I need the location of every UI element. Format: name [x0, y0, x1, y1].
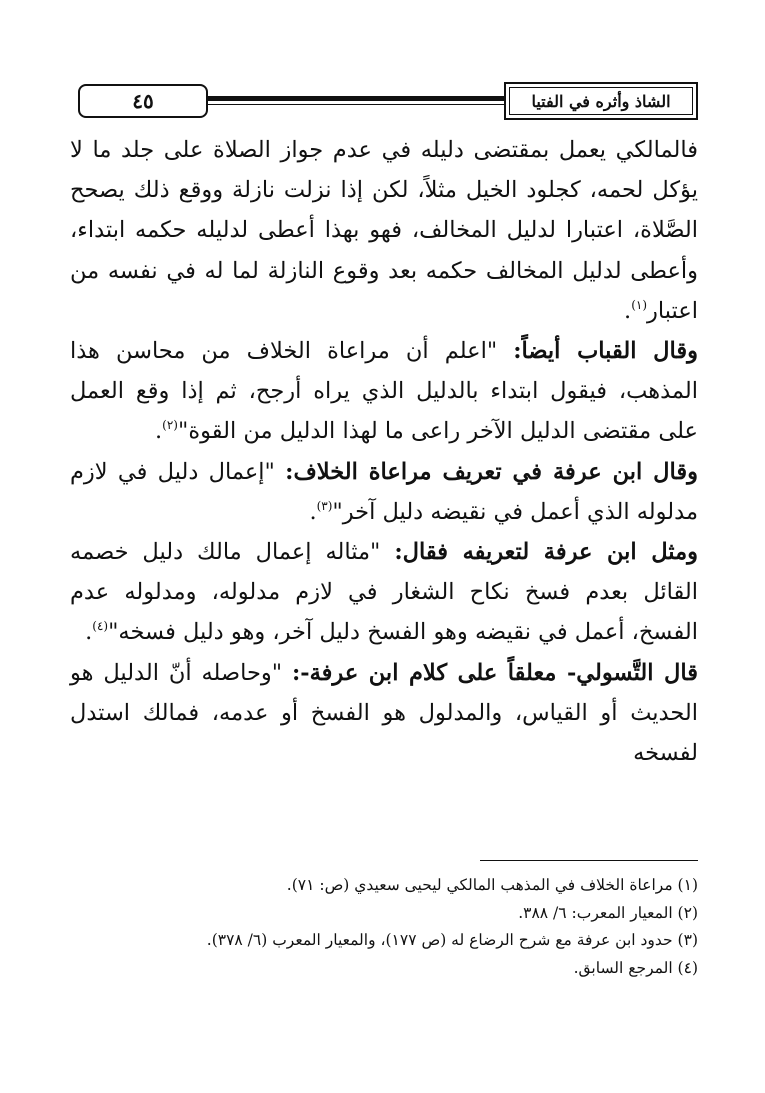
- paragraph: [70, 452, 698, 532]
- running-header: [68, 82, 698, 122]
- footnote-item: (٣) حدود ابن عرفة مع شرح الرضاع له (ص ١٧٧)، والمعيار المعرب (٦/ ٣٧٨).: [206, 931, 698, 949]
- paragraph-text: "إعمال دليل في لازم مدلوله الذي أعمل في نقيضه دليل آخر": [70, 458, 698, 525]
- page-number: ٤٥: [132, 89, 154, 113]
- book-title-box: [504, 82, 698, 120]
- paragraph-lead: ومثل ابن عرفة لتعريفه فقال:: [394, 539, 698, 566]
- paragraph: [70, 532, 698, 653]
- main-text: [70, 130, 698, 773]
- paragraph: [70, 331, 698, 452]
- paragraph-tail: .: [624, 297, 632, 324]
- paragraph-tail: .: [85, 619, 93, 646]
- footnote-separator: [480, 860, 698, 861]
- footnote-ref: (٣): [316, 498, 333, 513]
- paragraph-lead: قال التَّسولي- معلقاً على كلام ابن عرفة-:: [291, 659, 698, 686]
- footnote-item: (٤) المرجع السابق.: [573, 958, 698, 977]
- footnote-ref: (١): [631, 297, 648, 312]
- header-rule-thin: [206, 104, 506, 105]
- paragraph-tail: .: [309, 498, 317, 525]
- paragraph-tail: .: [154, 418, 163, 445]
- footnote-ref: (٤): [92, 619, 109, 634]
- footnote-item: (١) مراعاة الخلاف في المذهب المالكي ليحيى سعيدي (ص: ٧١).: [286, 876, 698, 894]
- page-number-box: [78, 84, 208, 118]
- paragraph: [70, 653, 698, 774]
- footnotes: [70, 872, 698, 982]
- paragraph-lead: وقال ابن عرفة في تعريف مراعاة الخلاف:: [285, 458, 698, 485]
- footnote-ref: (٢): [162, 418, 178, 433]
- paragraph-text: "مثاله إعمال مالك دليل خصمه القائل بعدم فسخ نكاح الشغار في لازم مدلوله، ومدلوله عدم الفسخ، أعمل في نقيضه وهو الفسخ دليل آخر، وهو دليل فسخه": [70, 539, 698, 646]
- paragraph-text: فالمالكي يعمل بمقتضى دليله في عدم جواز الصلاة على جلد ما لا يؤكل لحمه، كجلود الخيل مثلاً، لكن إذا نزلت نازلة ووقع ذلك يصحح الصَّلاة، اعتبارا لدليل المخالف، فهو بهذا أعطى لدليله حكمه ابتداء، وأعطى لدليل المخالف حكمه بعد وقوع النازلة لما له في نفسه من اعتبار: [70, 137, 698, 324]
- paragraph-text: "وحاصله أنّ الدليل هو الحديث أو القياس، والمدلول هو الفسخ أو عدمه، فمالك استدل لفسخه: [70, 659, 698, 767]
- book-title: الشاذ وأثره في الفتيا: [531, 91, 671, 111]
- paragraph: [70, 130, 698, 331]
- header-rule-thick: [206, 96, 506, 101]
- paragraph-lead: وقال القباب أيضاً:: [513, 338, 698, 365]
- footnote-item: (٢) المعيار المعرب: ٦/ ٣٨٨.: [518, 903, 698, 922]
- paragraph-text: "اعلم أن مراعاة الخلاف من محاسن هذا المذهب، فيقول ابتداء بالدليل الذي يراه أرجح، ثم إذا وقع العمل على مقتضى الدليل الآخر راعى ما لهذا الدليل من القوة": [70, 338, 698, 445]
